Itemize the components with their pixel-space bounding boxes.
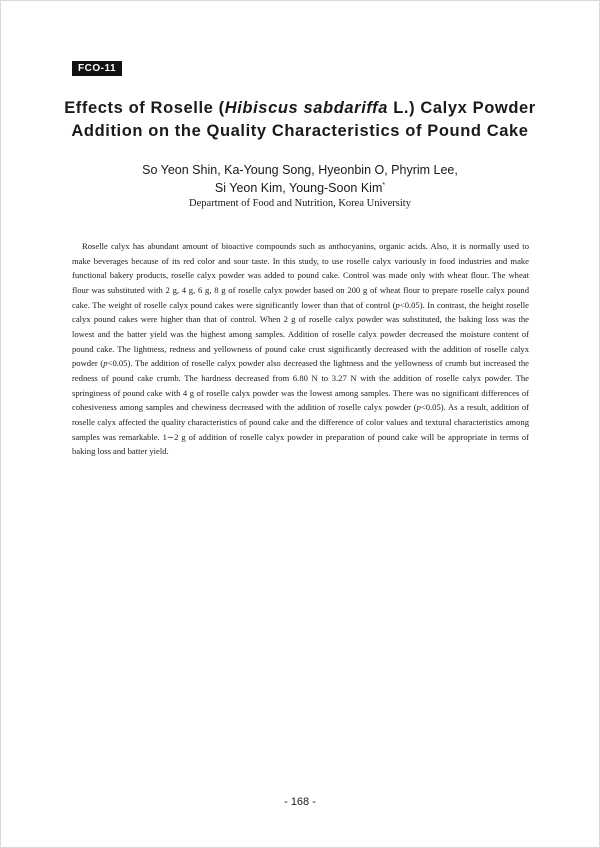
title-prefix: Effects of Roselle ( [64, 99, 225, 117]
abstract-segment-2: <0.05). In contrast, the height roselle calyx pound cakes were higher than that of control. When 2 g of roselle calyx powder was substituted, the baking loss was the lowest and the batter yield was the highest among samples. Addition of roselle calyx powder decreased the moisture content of pound cake. The lightness, redness and yellowness of pound cake crust significantly decreased with the addition of roselle calyx powder ( [72, 299, 529, 369]
paper-title [40, 97, 560, 143]
page-number: - 168 - [284, 796, 316, 808]
p-value-symbol: p [395, 299, 400, 310]
p-value-symbol: p [103, 358, 108, 369]
abstract-segment-3: <0.05). The addition of roselle calyx powder also decreased the lightness and the yellowness of crumb but increased the redness of pound cake crumb. The hardness decreased from 6.80 N to 3.27 N with the addition of roselle calyx powder. The springiness of pound cake with 4 g of roselle calyx powder was the lowest among samples. There was no significant differences of cohesiveness among samples and chewiness decreased with the addition of roselle calyx powder ( [72, 358, 529, 413]
abstract-body [72, 239, 529, 459]
authors-line-1: So Yeon Shin, Ka-Young Song, Hyeonbin O, Phyrim Lee, [142, 163, 458, 177]
title-line-2: Addition on the Quality Characteristics of Pound Cake [71, 122, 529, 140]
corresponding-author-mark: * [382, 182, 386, 189]
title-suffix: L.) Calyx Powder [388, 99, 536, 117]
authors-line-2: Si Yeon Kim, Young-Soon Kim [214, 181, 383, 195]
author-list [60, 161, 540, 197]
title-species-name: Hibiscus sabdariffa [224, 99, 389, 117]
abstract-segment-4: <0.05). As a result, addition of roselle calyx affected the quality characteristics of pound cake and the difference of color values and textural characteristics among samples was remarkable. 1∼2 g of addition of roselle calyx powder in preparation of pound cake will be appropriate in terms of baking loss and batter yield. [72, 402, 529, 457]
session-code-badge: FCO-11 [72, 61, 122, 76]
abstract-segment-1: Roselle calyx has abundant amount of bioactive compounds such as anthocyanins, organic acids. Also, it is normally used to make beverages because of its red color and sour taste. In this study, to use roselle calyx variously in food industries and make functional bakery products, roselle calyx powder was added to pound cake. Control was made only with wheat flour. The wheat flour was substituted with 2 g, 4 g, 6 g, 8 g of roselle calyx powder based on 200 g of wheat flour to prepare roselle calyx pound cake. The weight of roselle calyx pound cakes were significantly lower than that of control ( [72, 241, 529, 310]
affiliation: Department of Food and Nutrition, Korea University [189, 198, 411, 209]
p-value-symbol: p [416, 402, 421, 413]
